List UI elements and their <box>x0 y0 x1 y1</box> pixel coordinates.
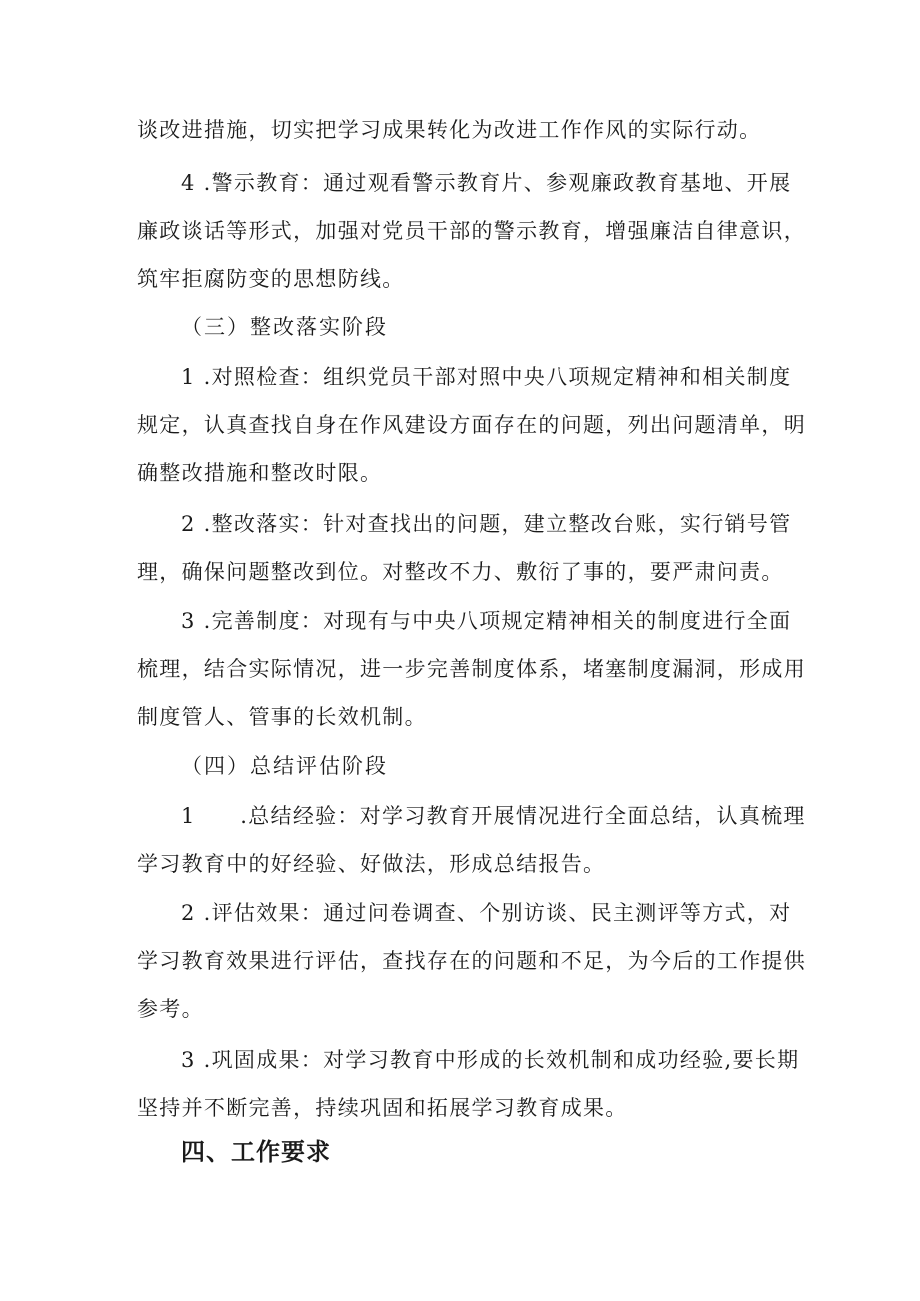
paragraph-line: 筑牢拒腐防变的思想防线。 <box>137 267 405 291</box>
paragraph-line: 3 .完善制度：对现有与中央八项规定精神相关的制度进行全面 <box>181 609 792 633</box>
paragraph-line: 梳理，结合实际情况，进一步完善制度体系，堵塞制度漏洞，形成用 <box>137 657 806 681</box>
subsection-title: （三）整改落实阶段 <box>181 315 388 339</box>
paragraph-line: 学习教育效果进行评估，查找存在的问题和不足，为今后的工作提供 <box>137 949 806 973</box>
paragraph-line: 理，确保问题整改到位。对整改不力、敷衍了事的，要严肃问责。 <box>137 560 784 584</box>
paragraph-line: 廉政谈话等形式，加强对党员干部的警示教育，增强廉洁自律意识， <box>137 219 806 243</box>
paragraph-line: 谈改进措施，切实把学习成果转化为改进工作作风的实际行动。 <box>137 118 762 142</box>
paragraph-line: 学习教育中的好经验、好做法，形成总结报告。 <box>137 852 606 876</box>
paragraph-line: 规定，认真查找自身在作风建设方面存在的问题，列出问题清单，明 <box>137 413 806 437</box>
paragraph-line: 确整改措施和整改时限。 <box>137 461 383 485</box>
subsection-title: （四）总结评估阶段 <box>181 754 388 778</box>
paragraph-line: 制度管人、管事的长效机制。 <box>137 705 427 729</box>
section-heading: 四、工作要求 <box>181 1138 331 1166</box>
paragraph-line: 2 .评估效果：通过问卷调查、个别访谈、民主测评等方式，对 <box>181 901 792 925</box>
paragraph-line: 4 .警示教育：通过观看警示教育片、参观廉政教育基地、开展 <box>181 171 792 195</box>
paragraph-line: 坚持并不断完善，持续巩固和拓展学习教育成果。 <box>137 1096 628 1120</box>
paragraph-line: 3 .巩固成果：对学习教育中形成的长效机制和成功经验,要长期 <box>181 1048 800 1072</box>
paragraph-line: 1 .对照检查：组织党员干部对照中央八项规定精神和相关制度 <box>181 365 792 389</box>
paragraph-line: 参考。 <box>137 997 204 1021</box>
paragraph-line: 2 .整改落实：针对查找出的问题，建立整改台账，实行销号管 <box>181 512 792 536</box>
paragraph-line: 1 .总结经验：对学习教育开展情况进行全面总结，认真梳理 <box>181 804 806 828</box>
